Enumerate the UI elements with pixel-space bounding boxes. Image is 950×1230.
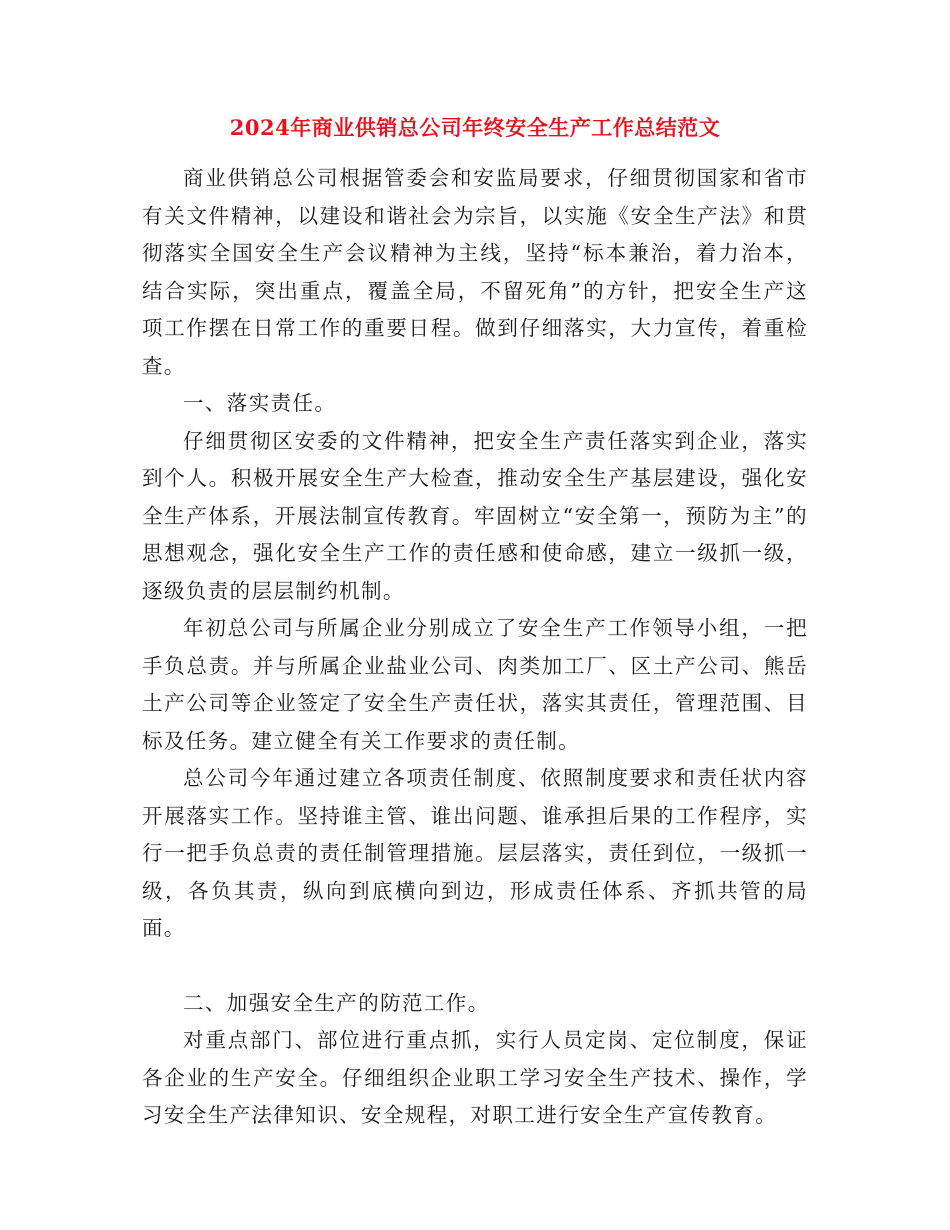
section1-paragraph-3: 总公司今年通过建立各项责任制度、依照制度要求和责任状内容开展落实工作。坚持谁主管、谁出问题、谁承担后果的工作程序，实行一把手负总责的责任制管理措施。层层落实，责任到位，一级抓一级，各负其责，纵向到底横向到边，形成责任体系、齐抓共管的局面。 — [142, 766, 808, 940]
section1-paragraph-1: 仔细贯彻区安委的文件精神，把安全生产责任落实到企业，落实到个人。积极开展安全生产大检查，推动安全生产基层建设，强化安全生产体系，开展法制宣传教育。牢固树立“安全第一，预防为主”的思想观念，强化安全生产工作的责任感和使命感，建立一级抓一级，逐级负责的层层制约机制。 — [142, 428, 808, 603]
document-title: 2024年商业供销总公司年终安全生产工作总结范文 — [229, 115, 721, 140]
document-page — [142, 112, 808, 1135]
section1-paragraph-2: 年初总公司与所属企业分别成立了安全生产工作领导小组，一把手负总责。并与所属企业盐业公司、肉类加工厂、区土产公司、熊岳土产公司等企业签定了安全生产责任状，落实其责任，管理范围、目标及任务。建立健全有关工作要求的责任制。 — [142, 616, 808, 753]
section1-heading: 一、落实责任。 — [183, 391, 337, 415]
intro-paragraph: 商业供销总公司根据管委会和安监局要求，仔细贯彻国家和省市有关文件精神，以建设和谐社会为宗旨，以实施《安全生产法》和贯彻落实全国安全生产会议精神为主线，坚持“标本兼治，着力治本，结合实际，突出重点，覆盖全局，不留死角”的方针，把安全生产这项工作摆在日常工作的重要日程。做到仔细落实，大力宣传，着重检查。 — [142, 166, 808, 378]
section2-heading: 二、加强安全生产的防范工作。 — [183, 990, 490, 1015]
section2-paragraph-1: 对重点部门、部位进行重点抓，实行人员定岗、定位制度，保证各企业的生产安全。仔细组织企业职工学习安全生产技术、操作，学习安全生产法律知识、安全规程，对职工进行安全生产宣传教育。 — [142, 1028, 808, 1127]
blank-line — [142, 948, 808, 985]
